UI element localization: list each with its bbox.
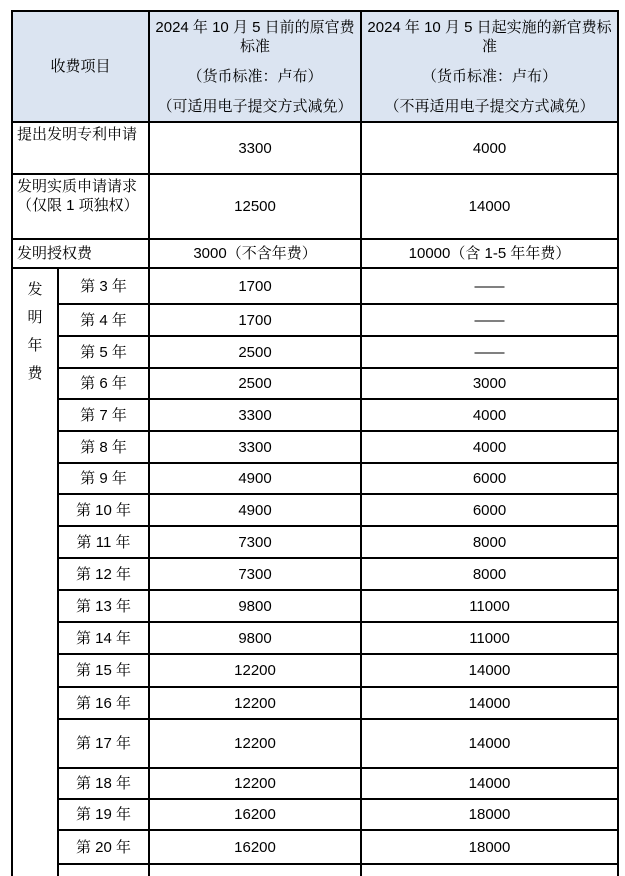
year-label: 第 20 年: [58, 830, 149, 864]
old-fee-value: 12200: [149, 654, 361, 687]
year-label: 第 8 年: [58, 431, 149, 463]
old-fee-value: 12200: [149, 687, 361, 719]
table-row-year: [12, 494, 618, 526]
new-fee-value: 10000（含 1-5 年年费）: [361, 239, 618, 268]
old-fee-value: 4900: [149, 463, 361, 494]
old-fee-value: 16200: [149, 799, 361, 830]
table-row-year: [12, 622, 618, 654]
old-fee-value: 9800: [149, 622, 361, 654]
table-row-year: [12, 336, 618, 368]
year-label: 第 13 年: [58, 590, 149, 622]
old-fee-value: 1700: [149, 304, 361, 336]
new-fee-value: 14000: [361, 768, 618, 799]
old-fee-value: 3300: [149, 399, 361, 431]
table-row-year: [12, 558, 618, 590]
old-fee-value: 2500: [149, 368, 361, 399]
new-fee-value: 14000: [361, 174, 618, 239]
new-fee-value: 14000: [361, 719, 618, 768]
year-label: 第 15 年: [58, 654, 149, 687]
new-col-currency: （货币标准：卢布）: [422, 67, 558, 85]
new-fee-value: ——: [361, 268, 618, 304]
old-fee-value: 3300: [149, 431, 361, 463]
old-col-note: （可适用电子提交方式减免）: [157, 97, 353, 115]
year-label: 第 19 年: [58, 799, 149, 830]
table-row-year: [12, 268, 618, 304]
table-row-year: [12, 526, 618, 558]
new-fee-value: 14000: [361, 687, 618, 719]
year-label: 第 10 年: [58, 494, 149, 526]
table-row-year: [12, 304, 618, 336]
new-fee-value: 14000: [361, 654, 618, 687]
old-fee-value: 12500: [149, 174, 361, 239]
old-fee-value: 2500: [149, 336, 361, 368]
year-label: 第 12 年: [58, 558, 149, 590]
year-label: 第 4 年: [58, 304, 149, 336]
table-row-year: [12, 687, 618, 719]
old-fee-value: 16200: [149, 830, 361, 864]
table-row-year: [12, 799, 618, 830]
new-fee-value: 3000: [361, 368, 618, 399]
row-label: 发明实质申请请求（仅限 1 项独权）: [12, 174, 149, 239]
annual-fee-group-cell: [12, 268, 58, 876]
old-fee-value: 7300: [149, 558, 361, 590]
year-label: 第 18 年: [58, 768, 149, 799]
table-row-year: [12, 399, 618, 431]
new-fee-value: 18000: [361, 830, 618, 864]
old-fee-value: 9800: [149, 590, 361, 622]
old-fee-value: 3300: [149, 122, 361, 174]
annual-fee-group-label: 发明年费: [27, 281, 43, 382]
new-fee-value: 18000: [361, 799, 618, 830]
old-fee-value: 12200: [149, 719, 361, 768]
table-row-year: [12, 654, 618, 687]
new-fee-value: 4000: [361, 431, 618, 463]
new-fee-value: ——: [361, 304, 618, 336]
fee-table: [11, 10, 619, 876]
new-fee-value: 4000: [361, 122, 618, 174]
new-fee-value: ——: [361, 336, 618, 368]
year-label: 第 9 年: [58, 463, 149, 494]
table-row-year: [12, 431, 618, 463]
new-fee-value: 8000: [361, 558, 618, 590]
table-row-year: [12, 830, 618, 864]
year-label: 第 3 年: [58, 268, 149, 304]
table-row-grant: [12, 239, 618, 268]
year-label: 第 7 年: [58, 399, 149, 431]
year-label: 第 5 年: [58, 336, 149, 368]
old-fee-value-empty: [149, 864, 361, 876]
header-new-col: [361, 11, 618, 122]
new-fee-value: 11000: [361, 590, 618, 622]
year-label: 第 17 年: [58, 719, 149, 768]
table-row-examination: [12, 174, 618, 239]
new-fee-value: 6000: [361, 463, 618, 494]
header-old-col: [149, 11, 361, 122]
table-row-year: [12, 463, 618, 494]
year-label-empty: [58, 864, 149, 876]
year-label: 第 6 年: [58, 368, 149, 399]
old-fee-value: 1700: [149, 268, 361, 304]
table-row-filing: [12, 122, 618, 174]
header-row: [12, 11, 618, 122]
table-row-year: [12, 719, 618, 768]
year-label: 第 14 年: [58, 622, 149, 654]
table-row-year: [12, 368, 618, 399]
old-col-currency: （货币标准：卢布）: [187, 67, 323, 85]
year-label: 第 11 年: [58, 526, 149, 558]
table-row-year: [12, 590, 618, 622]
old-fee-value: 7300: [149, 526, 361, 558]
row-label: 提出发明专利申请: [12, 122, 149, 174]
row-label: 发明授权费: [12, 239, 149, 268]
new-fee-value-empty: [361, 864, 618, 876]
new-col-title: 2024 年 10 月 5 日起实施的新官费标准: [367, 18, 612, 55]
new-fee-value: 4000: [361, 399, 618, 431]
new-fee-value: 8000: [361, 526, 618, 558]
old-fee-value: 4900: [149, 494, 361, 526]
table-row-partial: [12, 864, 618, 876]
old-fee-value: 3000（不含年费）: [149, 239, 361, 268]
header-item-col: [12, 11, 149, 122]
header-item-label: 收费项目: [50, 58, 111, 75]
new-col-note: （不再适用电子提交方式减免）: [384, 97, 595, 115]
year-label: 第 16 年: [58, 687, 149, 719]
old-col-title: 2024 年 10 月 5 日前的原官费标准: [155, 18, 355, 55]
old-fee-value: 12200: [149, 768, 361, 799]
table-row-year: [12, 768, 618, 799]
new-fee-value: 6000: [361, 494, 618, 526]
new-fee-value: 11000: [361, 622, 618, 654]
